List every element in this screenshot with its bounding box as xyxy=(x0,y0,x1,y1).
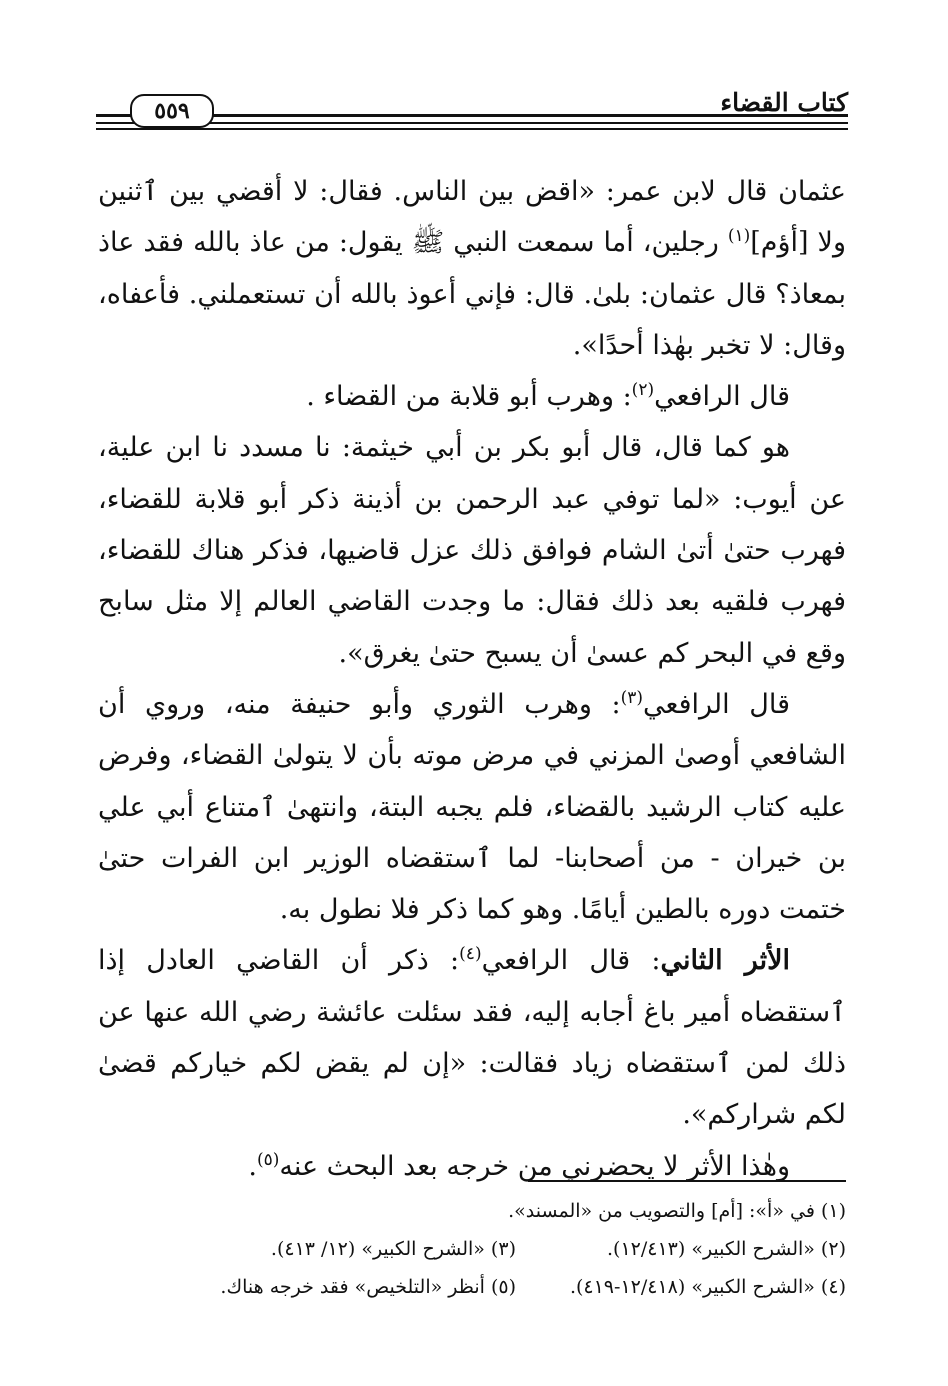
paragraph-text: قال الرافعي xyxy=(643,688,790,720)
paragraph-text: رجلين، أما سمعت النبي ﷺ يقول: من عاذ بالله فقد عاذ بمعاذ؟ قال عثمان: بلىٰ. قال: فإني أعوذ بالله أن تستعملني. فأعفاه، وقال: لا تخبر بهٰذا أحدًا». xyxy=(98,227,846,361)
footnote-2: (٢) «الشرح الكبير» (١٢/٤١٣). xyxy=(606,1238,846,1260)
paragraph-6 xyxy=(98,1141,846,1192)
footnote-1: (١) في «أ»: [أم] والتصويب من «المسند». xyxy=(508,1200,846,1222)
paragraph-text: : وهرب الثوري وأبو حنيفة منه، وروي أن الشافعي أوصىٰ المزني في مرض موته بأن لا يتولىٰ القضاء، وفرض عليه كتاب الرشيد بالقضاء، فلم يجبه البتة، وانتهىٰ ٱمتناع أبي علي بن خيران - من أصحابنا- لما ٱستقضاه الوزير ابن الفرات حتىٰ ختمت دوره بالطين أيامًا. وهو كما ذكر فلا نطول به. xyxy=(98,688,846,926)
footnote-line xyxy=(98,1192,846,1230)
footnote-ref: (٢) xyxy=(631,380,655,401)
paragraph-4 xyxy=(98,679,846,935)
footnote-ref: (٥) xyxy=(256,1149,280,1170)
page-header xyxy=(96,84,848,144)
footnote-separator xyxy=(528,1180,846,1182)
page-number: ٥٥٩ xyxy=(130,94,214,128)
footnote-4: (٤) «الشرح الكبير» (١٢/٤١٨-٤١٩). xyxy=(569,1276,846,1298)
paragraph-text: : ذكر أن القاضي العادل إذا ٱستقضاه أمير باغ أجابه إليه، فقد سئلت عائشة رضي الله عنها عن ذلك لمن ٱستقضاه زياد فقالت: «إن لم يقض لكم خياركم قضىٰ لكم شراركم». xyxy=(98,945,846,1131)
running-title: كتاب القضاء xyxy=(720,88,848,117)
paragraph-text: : وهرب أبو قلابة من القضاء . xyxy=(306,381,632,413)
paragraph-text: وهٰذا الأثر لا يحضرني من خرجه بعد البحث عنه xyxy=(279,1150,790,1182)
footnote-ref: (٣) xyxy=(620,687,644,708)
footnote-5: (٥) أنظر «التلخيص» فقد خرجه هناك. xyxy=(220,1276,516,1298)
footnote-ref: (٤) xyxy=(459,944,482,965)
paragraph-text: عثمان قال لابن عمر: «اقض بين الناس. فقال: لا أقضي بين ٱثنين ولا [أؤم] xyxy=(98,176,846,259)
footnotes xyxy=(98,1192,846,1306)
paragraph-text: . xyxy=(248,1150,257,1182)
paragraph-5 xyxy=(98,935,846,1140)
paragraph-3: هو كما قال، قال أبو بكر بن أبي خيثمة: نا مسدد نا ابن علية، عن أيوب: «لما توفي عبد الرحمن بن أذينة ذكر أبو قلابة للقضاء، فهرب حتىٰ أتىٰ الشام فوافق ذلك عزل قاضيها، فذكر هناك للقضاء، فهرب فلقيه بعد ذلك فقال: ما وجدت القاضي العالم إلا مثل سابح وقع في البحر كم عسىٰ أن يسبح حتىٰ يغرق». xyxy=(98,432,847,669)
paragraph-1 xyxy=(98,166,846,371)
paragraph-2 xyxy=(98,371,846,422)
main-text xyxy=(98,166,846,1192)
footnote-line xyxy=(98,1230,846,1268)
footnote-3: (٣) «الشرح الكبير» (١٢/ ٤١٣). xyxy=(270,1238,516,1260)
paragraph-text: : قال الرافعي xyxy=(481,945,661,977)
header-rule xyxy=(96,128,848,130)
footnote-ref: (١) xyxy=(727,226,751,247)
paragraph-text: قال الرافعي xyxy=(654,381,790,413)
section-label: الأثر الثاني xyxy=(660,945,791,977)
footnote-line xyxy=(98,1268,846,1306)
